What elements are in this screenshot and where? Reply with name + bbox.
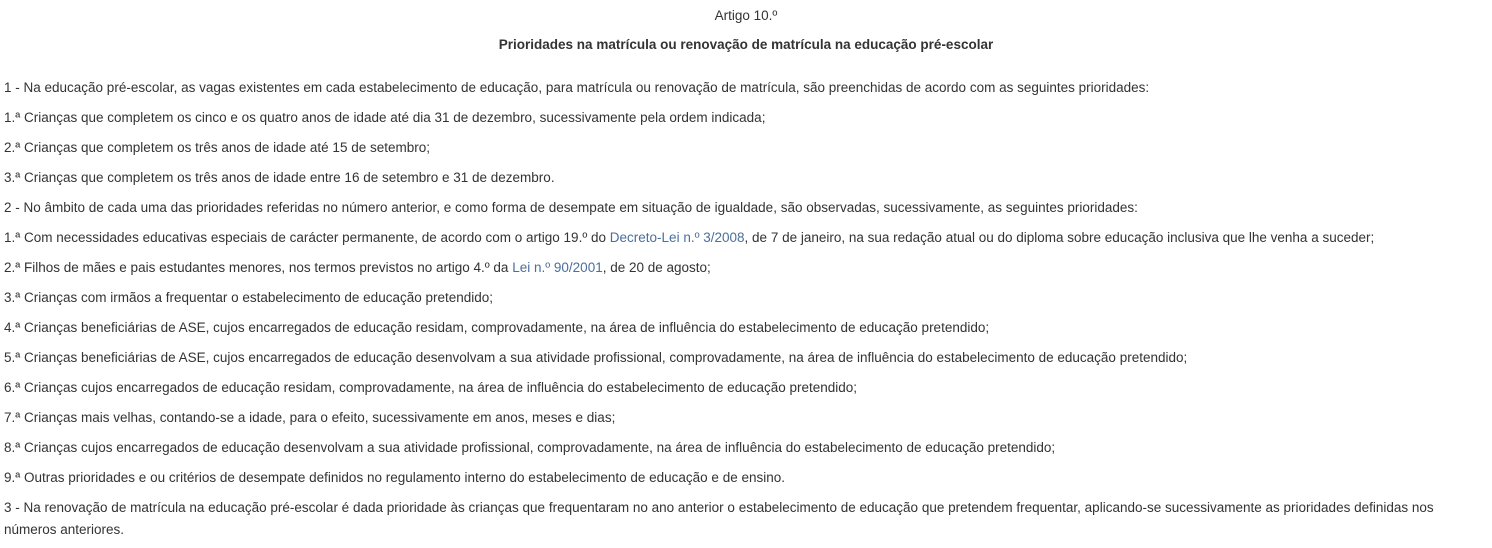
paragraph-2-priority-7: 7.ª Crianças mais velhas, contando-se a idade, para o efeito, sucessivamente em anos, meses e dias; <box>4 410 616 425</box>
paragraph-2-priority-4: 4.ª Crianças beneficiárias de ASE, cujos encarregados de educação residam, comprovadamente, na área de influência do estabelecimento de educação pretendido; <box>4 320 990 335</box>
paragraph-3: 3 - Na renovação de matrícula na educação pré-escolar é dada prioridade às crianças que frequentaram no ano anterior o estabelecimento de educação que pretendem frequentar, aplicando-se sucessivamente as prioridades definidas nos números anteriores. <box>4 500 1434 537</box>
paragraph-2-priority-8: 8.ª Crianças cujos encarregados de educação desenvolvam a sua atividade profissional, comprovadamente, na área de influência do estabelecimento de educação pretendido; <box>4 440 1056 455</box>
paragraph-1-priority-2: 2.ª Crianças que completem os três anos de idade até 15 de setembro; <box>4 140 430 155</box>
paragraph-2: 2 - No âmbito de cada uma das prioridades referidas no número anterior, e como forma de desempate em situação de igualdade, são observadas, sucessivamente, as seguintes prioridades: <box>4 200 1138 215</box>
article-title: Prioridades na matrícula ou renovação de matrícula na educação pré-escolar <box>498 37 994 52</box>
lei-90-2001-link[interactable]: Lei n.º 90/2001 <box>512 260 603 275</box>
paragraph-2-priority-3: 3.ª Crianças com irmãos a frequentar o estabelecimento de educação pretendido; <box>4 290 494 305</box>
paragraph-1: 1 - Na educação pré-escolar, as vagas existentes em cada estabelecimento de educação, para matrícula ou renovação de matrícula, são preenchidas de acordo com as seguintes prioridades: <box>4 80 1150 95</box>
paragraph-2-priority-2-text-after: , de 20 de agosto; <box>602 260 711 275</box>
paragraph-2-priority-9: 9.ª Outras prioridades e ou critérios de desempate definidos no regulamento interno do estabelecimento de educação e de ensino. <box>4 470 785 485</box>
decreto-lei-3-2008-link[interactable]: Decreto-Lei n.º 3/2008 <box>609 230 745 245</box>
paragraph-2-priority-1-text-after: , de 7 de janeiro, na sua redação atual ou do diploma sobre educação inclusiva que lhe venha a suceder; <box>744 230 1375 245</box>
paragraph-1-priority-1: 1.ª Crianças que completem os cinco e os quatro anos de idade até dia 31 de dezembro, sucessivamente pela ordem indicada; <box>4 110 766 125</box>
paragraph-2-priority-2 <box>4 259 1488 289</box>
paragraph-2-priority-5: 5.ª Crianças beneficiárias de ASE, cujos encarregados de educação desenvolvam a sua atividade profissional, comprovadamente, na área de influência do estabelecimento de educação pretendido; <box>4 350 1188 365</box>
paragraph-2-priority-1-text-before: 1.ª Com necessidades educativas especiais de carácter permanente, de acordo com o artigo 19.º do <box>4 230 610 245</box>
paragraph-2-priority-6: 6.ª Crianças cujos encarregados de educação residam, comprovadamente, na área de influência do estabelecimento de educação pretendido; <box>4 380 858 395</box>
article-number: Artigo 10.º <box>714 8 778 23</box>
paragraph-1-priority-3: 3.ª Crianças que completem os três anos de idade entre 16 de setembro e 31 de dezembro. <box>4 170 555 185</box>
paragraph-2-priority-1 <box>4 229 1488 259</box>
paragraph-2-priority-2-text-before: 2.ª Filhos de mães e pais estudantes menores, nos termos previstos no artigo 4.º da <box>4 260 513 275</box>
